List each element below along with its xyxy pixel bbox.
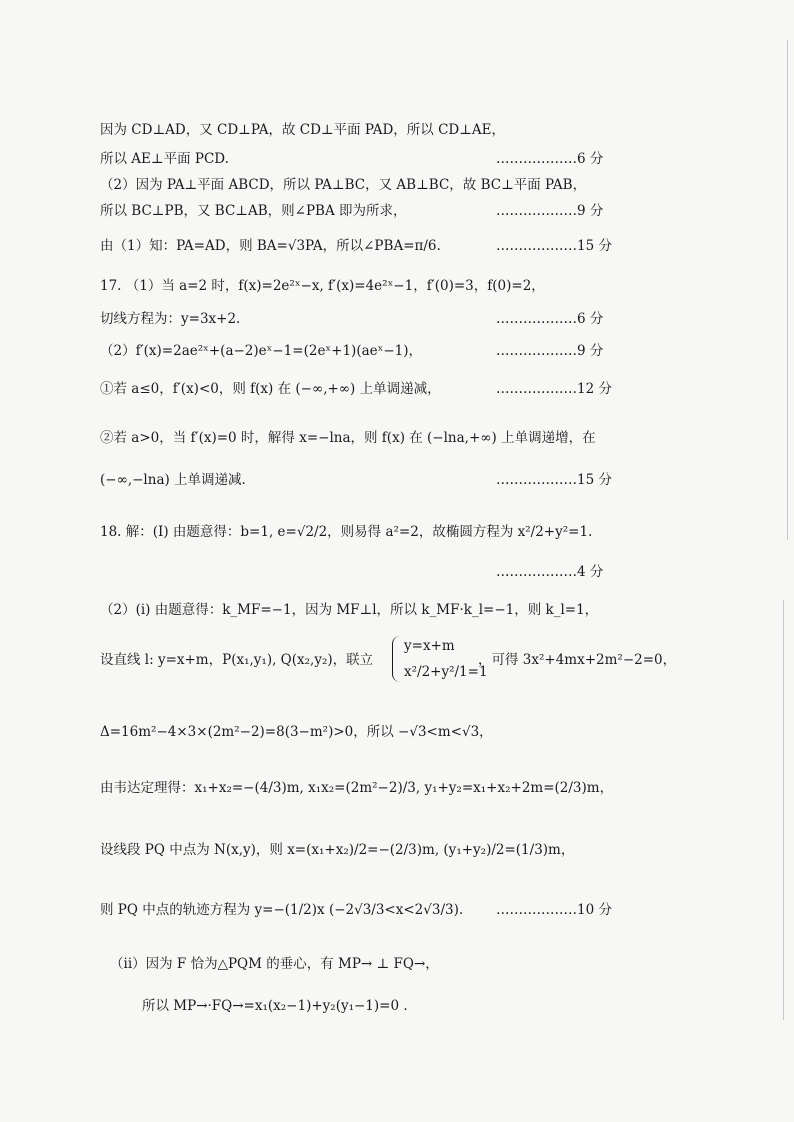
score-marker: ………………12 分 bbox=[496, 381, 612, 397]
text-line: 由（1）知：PA=AD，则 BA=√3PA，所以∠PBA=π/6. bbox=[100, 238, 441, 254]
scan-edge-line bbox=[783, 600, 784, 1020]
system-equation: x²/2+y²/1=1 bbox=[404, 664, 488, 680]
score-marker: ………………4 分 bbox=[496, 564, 604, 580]
score-marker: ………………9 分 bbox=[496, 203, 604, 219]
text-line: 所以 BC⊥PB，又 BC⊥AB，则∠PBA 即为所求， bbox=[100, 203, 407, 219]
score-marker: ………………9 分 bbox=[496, 343, 604, 359]
text-line: Δ=16m²−4×3×(2m²−2)=8(3−m²)>0，所以 −√3<m<√3， bbox=[100, 724, 493, 740]
scan-edge-line bbox=[787, 40, 788, 540]
text-line: 17. （1）当 a=2 时，f(x)=2e²ˣ−x, f′(x)=4e²ˣ−1，f′(0)=3，f(0)=2， bbox=[100, 278, 545, 294]
score-marker: ………………6 分 bbox=[496, 311, 604, 327]
text-line: 设线段 PQ 中点为 N(x,y)，则 x=(x₁+x₂)/2=−(2/3)m, (y₁+y₂)/2=(1/3)m， bbox=[100, 842, 575, 858]
text-line: 所以 AE⊥平面 PCD. bbox=[100, 151, 229, 167]
text-line: 所以 MP→·FQ→=x₁(x₂−1)+y₂(y₁−1)=0 . bbox=[142, 998, 408, 1014]
score-marker: ………………15 分 bbox=[496, 238, 612, 254]
score-marker: ………………15 分 bbox=[496, 472, 612, 488]
text-line: （2）f′(x)=2ae²ˣ+(a−2)eˣ−1=(2eˣ+1)(aeˣ−1)， bbox=[100, 343, 423, 359]
text-line: ①若 a≤0，f′(x)<0，则 f(x) 在 (−∞,+∞) 上单调递减， bbox=[100, 381, 441, 397]
text-line: 切线方程为：y=3x+2. bbox=[100, 311, 241, 327]
text-line: ②若 a>0，当 f′(x)=0 时，解得 x=−lna，则 f(x) 在 (−lna,+∞) 上单调递增，在 bbox=[100, 430, 596, 446]
text-line: （2）(i) 由题意得：k_MF=−1，因为 MF⊥l，所以 k_MF·k_l=−1，则 k_l=1， bbox=[100, 602, 599, 618]
system-equation: y=x+m bbox=[404, 638, 455, 654]
score-marker: ………………10 分 bbox=[496, 902, 612, 918]
text-line: 设直线 l: y=x+m，P(x₁,y₁), Q(x₂,y₂)，联立 bbox=[100, 652, 374, 668]
text-line: 则 PQ 中点的轨迹方程为 y=−(1/2)x (−2√3/3<x<2√3/3). bbox=[100, 902, 464, 918]
text-line: （2）因为 PA⊥平面 ABCD，所以 PA⊥BC，又 AB⊥BC，故 BC⊥平面 PAB， bbox=[100, 177, 587, 193]
text-line: 因为 CD⊥AD，又 CD⊥PA，故 CD⊥平面 PAD，所以 CD⊥AE， bbox=[100, 122, 506, 138]
text-line: ，可得 3x²+4mx+2m²−2=0， bbox=[478, 652, 677, 668]
score-marker: ………………6 分 bbox=[496, 151, 604, 167]
text-line: 18. 解：(I) 由题意得：b=1, e=√2/2，则易得 a²=2，故椭圆方程为 x²/2+y²=1. bbox=[100, 524, 593, 540]
text-line: （ii）因为 F 恰为△PQM 的垂心，有 MP→ ⊥ FQ→， bbox=[110, 956, 439, 972]
text-line: 由韦达定理得：x₁+x₂=−(4/3)m, x₁x₂=(2m²−2)/3, y₁+y₂=x₁+x₂+2m=(2/3)m， bbox=[100, 780, 614, 796]
text-line: (−∞,−lna) 上单调递减. bbox=[100, 472, 246, 488]
